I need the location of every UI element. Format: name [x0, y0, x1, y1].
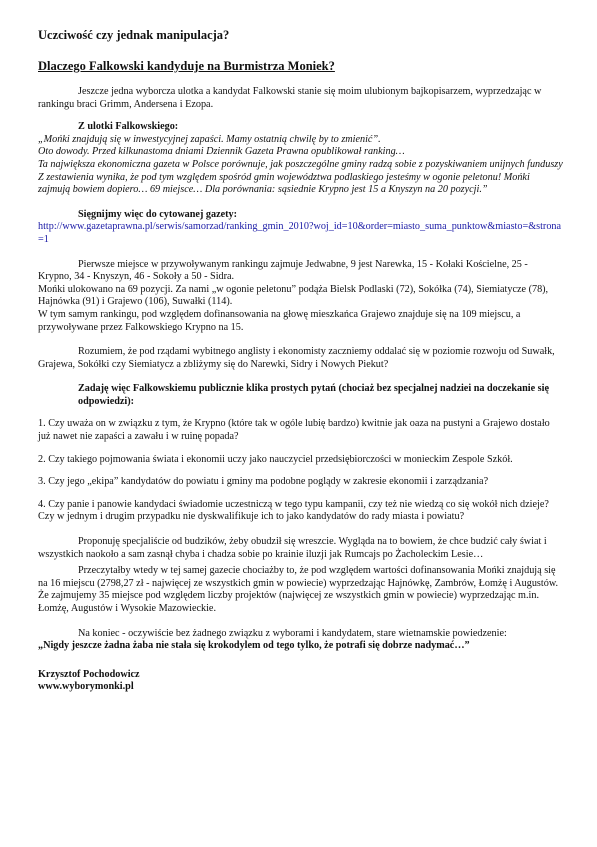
document-page	[38, 28, 564, 694]
question-item: 2. Czy takiego pojmowania świata i ekonomii uczy jako nauczyciel przedsiębiorczości w monieckim Zespole Szkół.	[38, 453, 513, 465]
ranking-paragraph: Pierwsze miejsce w przywoływanym rankingu zajmuje Jedwabne, 9 jest Narewka, 15 - Kołaki Kościelne, 25 - Krypno, 34 - Knyszyn, 46 - Sokoły a 50 - Sidra.	[38, 258, 528, 283]
author-name: Krzysztof Pochodowicz	[38, 668, 140, 680]
document-subtitle: Dlaczego Falkowski kandyduje na Burmistrza Moniek?	[38, 59, 335, 73]
quote-heading: Z ulotki Falkowskiego:	[78, 121, 179, 133]
source-heading: Sięgnijmy więc do cytowanej gazety:	[78, 208, 238, 220]
ranking-line: Mońki ulokowano na 69 pozycji. Za nami „w ogonie peletonu” podąża Bielsk Podlaski (72), Sokółka (74), Siemiatycze (78), Hajnówka (91) i Grajewo (106), Suwałki (114).	[38, 283, 549, 308]
document-title: Uczciwość czy jednak manipulacja?	[38, 28, 230, 42]
ranking-line: W tym samym rankingu, pod względem dofinansowania na głowę mieszkańca Grajewo znajduje się na 109 miejscu, a przywoływane przez Falkowskiego Krypno na 15.	[38, 308, 521, 333]
quote-line: Z zestawienia wynika, że pod tym względem spośród gmin województwa podlaskiego jesteśmy w ogonie peletonu! Mońki zajmują bowiem dopiero… 69 miejsce… Dla porównania: sąsiednie Krypno jest 15 a Knyszyn na 20 pozycji.”	[38, 171, 530, 196]
website-link[interactable]: www.wyborymonki.pl	[38, 681, 134, 693]
funding-paragraph: Przeczytałby wtedy w tej samej gazecie chociażby to, że pod względem wartości dofinansowania Mońki znajdują się na 16 miejscu (2798,27 zł - najwięcej ze wszystkich gmin w powiecie) wyprzedzając Hajnówkę, Zambrów, Łomżę i Augustów.	[38, 565, 559, 589]
projects-paragraph: Że zajmujemy 35 miejsce pod względem liczby projektów (najwięcej ze wszystkich gmin w powiecie) wyprzedzając m.in. Łomżę, Augustów i Wysokie Mazowieckie.	[38, 590, 539, 614]
question-item: 1. Czy uważa on w związku z tym, że Krypno (które tak w ogóle lubię bardzo) kwitnie jak oaza na pustyni a Grajewo dostało już nawet nie zapaści a zawału i w ruinę popada?	[38, 418, 550, 443]
intro-paragraph: Jeszcze jedna wyborcza ulotka a kandydat Falkowski stanie się moim ulubionym bajkopisarzem, wyprzedzając w rankingu braci Grimm, Andersena i Ezopa.	[38, 86, 542, 110]
question-item: 3. Czy jego „ekipa” kandydatów do powiatu i gminy ma podobne poglądy w zakresie ekonomii i zarządzania?	[38, 476, 489, 488]
closing-intro: Na koniec - oczywiście bez żadnego związku z wyborami i kandydatem, stare wietnamskie powiedzenie:	[78, 627, 507, 639]
proposal-paragraph: Proponuję specjaliście od budzików, żeby obudził się wreszcie. Wygląda na to bowiem, że chce budzić cały świat i wszystkich naokoło a sam zasnął chyba i chadza sobie po krainie iluzji jak Rumcajs po Żacholeckim Lesie…	[38, 536, 547, 560]
questions-heading: Zadaję więc Falkowskiemu publicznie klika prostych pytań (chociaż bez specjalnej nadziei na doczekanie się odpowiedzi):	[78, 383, 549, 407]
analysis-paragraph: Rozumiem, że pod rządami wybitnego anglisty i ekonomisty zaczniemy oddalać się w poziomie rozwoju od Suwałk, Grajewa, Sokółki czy Siemiatycz a zbliżymy się do Narewki, Sidry i Nowych Piekut?	[38, 346, 555, 370]
quote-line: „Mońki znajdują się w inwestycyjnej zapaści. Mamy ostatnią chwilę by to zmienić”.	[38, 133, 381, 145]
closing-quote: „Nigdy jeszcze żadna żaba nie stała się krokodylem od tego tylko, że potrafi się dobrze nadymać…”	[38, 640, 470, 652]
question-item: 4. Czy panie i panowie kandydaci świadomie uczestniczą w tego typu kampanii, czy też nie wiedzą co się wokół nich dzieje? Czy w jednym i drugim przypadku nie dyskwalifikuje ich to jako kandydatów do rady miasta i powiatu?	[38, 498, 549, 523]
quote-line: Ta największa ekonomiczna gazeta w Polsce porównuje, jak poszczególne gminy radzą sobie z pozyskiwaniem unijnych funduszy	[38, 158, 563, 170]
source-link[interactable]: http://www.gazetaprawna.pl/serwis/samorzad/ranking_gmin_2010?woj_id=10&order=miasto_suma_punktow&miasto=&strona=1	[38, 221, 562, 245]
quote-line: Oto dowody. Przed kilkunastoma dniami Dziennik Gazeta Prawna opublikował ranking…	[38, 146, 405, 158]
